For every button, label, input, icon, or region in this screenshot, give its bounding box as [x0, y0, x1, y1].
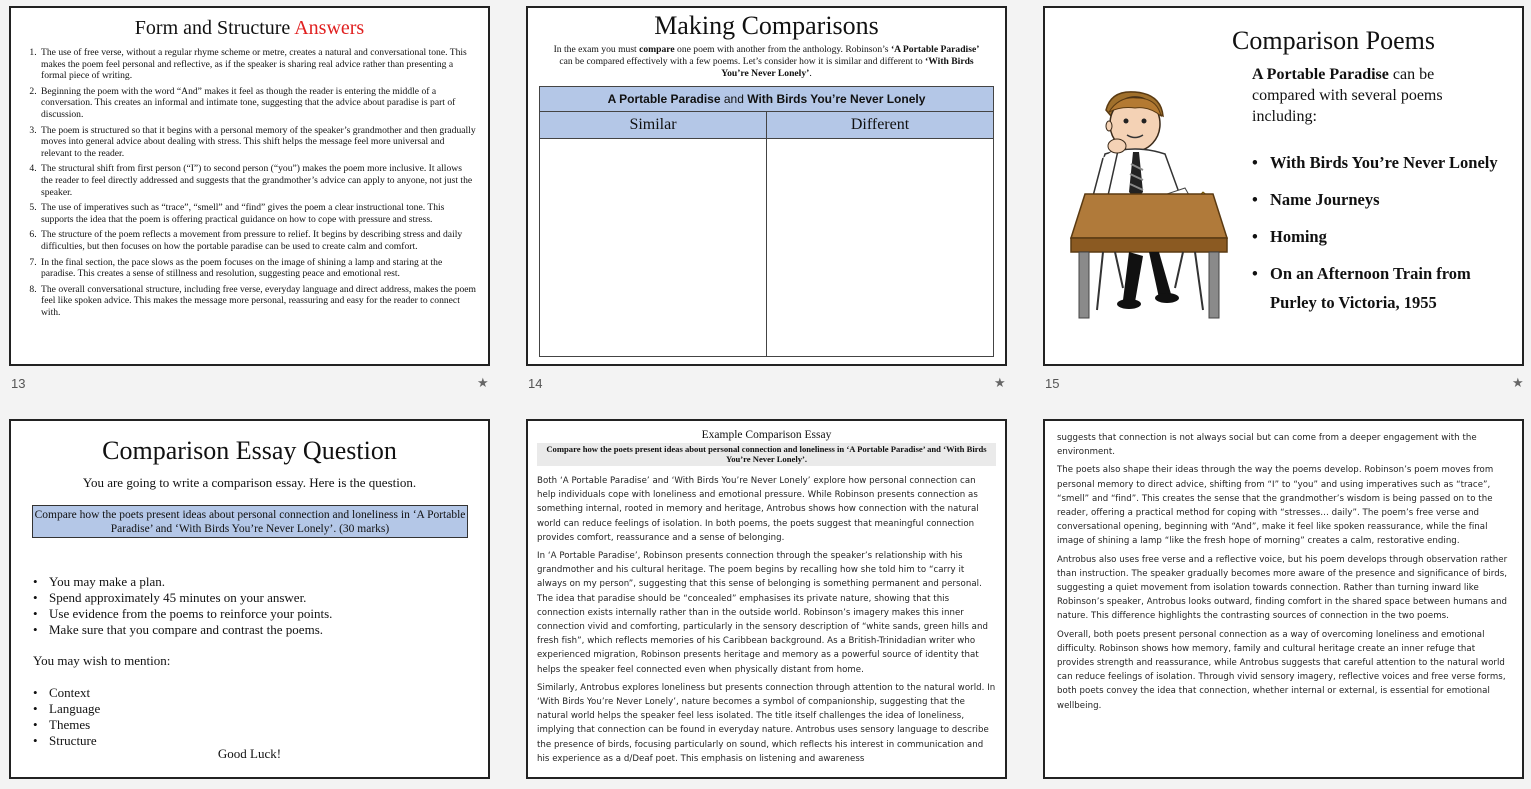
- poem-list: [1252, 148, 1517, 325]
- table-header-row: [540, 112, 993, 139]
- slide-title: [11, 17, 488, 40]
- list-item: 8. The overall conversational structure, including free verse, everyday language and direct address, makes the poem feel like spoken advice. This makes the message more personal, reassuring and easy for the reader to connect with.: [39, 284, 476, 319]
- slide-number: 15: [1045, 376, 1060, 391]
- list-item: 4. The structural shift from first person (“I”) to second person (“you”) makes the poem more inclusive. It allows the reader to feel directly addressed and suggests that the grandmother’s advice can apply to anyone, not just the speaker.: [39, 163, 476, 198]
- slide-14-thumbnail[interactable]: [526, 6, 1007, 366]
- subtitle: You are going to write a comparison essay. Here is the question.: [82, 475, 417, 490]
- essay-body: [528, 466, 1005, 766]
- slide-15-thumbnail[interactable]: [1043, 6, 1524, 366]
- list-item: • Spend approximately 45 minutes on your answer.: [33, 590, 332, 606]
- essay-paragraph: Both ‘A Portable Paradise’ and ‘With Birds You’re Never Lonely’ explore how personal connection can help individuals cope with loneliness and emotional pressure. While Robinson presents connection as something internal, rooted in memory and heritage, Antrobus shows how connection with the natural world can reduce feelings of isolation. In both poems, the poets suggest that meaningful connection provides comfort, reassurance and a sense of belonging.: [537, 476, 979, 543]
- intro-text: In the exam you must compare one poem with another from the anthology. Robinson’s ‘A Portable Paradise’ can be compared effectively with a few poems. Let’s consider how it is similar and different to ‘With Birds You’re Never Lonely’.: [553, 44, 980, 79]
- list-item: 3. The poem is structured so that it begins with a personal memory of the speaker’s grandmother and then gradually moves into general advice about dealing with stress. This shift helps the message feel more universal and relevant to the reader.: [39, 125, 476, 160]
- list-item: • Name Journeys: [1252, 185, 1517, 214]
- list-item: • Make sure that you compare and contrast the poems.: [33, 622, 332, 638]
- list-item: 7. In the final section, the pace slows as the poem focuses on the image of shining a lamp and staring at the paradise. This creates a sense of stillness and resolution, suggesting peace and emotional rest.: [39, 257, 476, 280]
- column-different: Different: [850, 116, 910, 133]
- star-icon[interactable]: ★: [994, 376, 1006, 391]
- list-item: 5. The use of imperatives such as “trace”, “smell” and “find” gives the poem a clear instructional tone. This supports the idea that the poem is offering practical guidance on how to cope with pressure and stress.: [39, 202, 476, 225]
- essay-paragraph: Antrobus also uses free verse and a reflective voice, but his poem develops through observation rather than instruction. The speaker gradually becomes more aware of the presence and significance of birds, suggesting a quiet movement from isolation towards connection. Rather than turning inward like Robinson’s speaker, Antrobus looks outward, finding comfort in the shared space between humans and nature. This difference highlights the contrasting sources of connection in the two poems.: [1057, 554, 1508, 622]
- list-item: • Use evidence from the poems to reinforce your points.: [33, 606, 332, 622]
- essay-paragraph: Similarly, Antrobus explores loneliness but presents connection through attention to the natural world. In ‘With Birds You’re Never Lonely’, nature becomes a symbol of companionship, suggesting that the natural world helps the speaker feel less isolated. The title itself challenges the idea of loneliness, implying that connection can be found in everyday nature. Antrobus uses sensory language to describe the presence of birds, focusing particularly on sound, which reflects his interest in communication and his experience as a d/Deaf poet. This emphasis on listening and awareness: [537, 682, 996, 764]
- star-icon[interactable]: ★: [477, 376, 489, 391]
- slide-16-thumbnail[interactable]: [9, 419, 490, 779]
- table-title: A Portable Paradise and With Birds You’re Never Lonely: [540, 87, 993, 112]
- slide-13-thumbnail[interactable]: [9, 6, 490, 366]
- list-item: • With Birds You’re Never Lonely: [1252, 148, 1517, 177]
- slide-title: Comparison Essay Question: [102, 436, 397, 465]
- column-similar: Similar: [540, 112, 767, 138]
- student-at-desk-icon: [1063, 88, 1233, 323]
- list-item: • Structure: [33, 733, 100, 749]
- slide-number: 14: [528, 376, 543, 391]
- sign-off: Good Luck!: [217, 746, 282, 761]
- slide-title: Making Comparisons: [654, 11, 879, 40]
- mention-list: [33, 685, 100, 749]
- slide-18-thumbnail[interactable]: [1043, 419, 1524, 779]
- question-box: Compare how the poets present ideas about personal connection and loneliness in ‘A Portable Paradise’ and ‘With Birds You’re Never Lonely’. (30 marks): [32, 505, 468, 538]
- star-icon[interactable]: ★: [1512, 376, 1524, 391]
- slide-17-thumbnail[interactable]: [526, 419, 1007, 779]
- answers-list: [11, 47, 488, 318]
- list-item: 6. The structure of the poem reflects a movement from pressure to relief. It begins by describing stress and daily difficulties, but then focuses on how the portable paradise can be used to create calm and comfort.: [39, 229, 476, 252]
- list-item: • Themes: [33, 717, 100, 733]
- essay-paragraph: The poets also shape their ideas through the way the poems develop. Robinson’s poem moves from personal memory to direct advice, shifting from “I” to “you” and using imperatives such as “trace”, “smell” and “find”. This creates the sense that the grandmother’s wisdom is being passed on to the reader, offering a practical method for coping with “stresses… daily”. The poem’s free verse and conversational opening, beginning with “And”, make it feel like spoken reassurance, while the final image of shining a lamp “like the fresh hope of morning” creates a calm, restorative ending.: [1057, 465, 1494, 547]
- slide-title: Example Comparison Essay: [701, 429, 832, 441]
- list-item: • Language: [33, 701, 100, 717]
- table-body: [540, 139, 993, 357]
- slide-number: 13: [11, 376, 26, 391]
- title-text: Form and Structure: [134, 17, 291, 39]
- essay-paragraph: suggests that connection is not always social but can come from a deeper engagement with the environment.: [1057, 433, 1477, 458]
- student-illustration: [1063, 88, 1233, 323]
- list-item: • You may make a plan.: [33, 574, 332, 590]
- comparison-table: [539, 86, 994, 357]
- different-cell: [767, 139, 993, 357]
- list-item: 2. Beginning the poem with the word “And” makes it feel as though the reader is entering the middle of a conversation. This creates an informal and intimate tone, suggesting that the advice about paradise is part of discussion.: [39, 86, 476, 121]
- list-item: • Homing: [1252, 222, 1517, 251]
- list-item: • On an Afternoon Train from Purley to Victoria, 1955: [1252, 259, 1517, 317]
- title-red-text: Answers: [294, 17, 365, 39]
- list-item: • Context: [33, 685, 100, 701]
- essay-question: Compare how the poets present ideas about personal connection and loneliness in ‘A Portable Paradise’ and ‘With Birds You’re Never Lonely’.: [537, 443, 996, 466]
- mention-label: You may wish to mention:: [33, 653, 171, 668]
- essay-paragraph: Overall, both poets present personal connection as a way of overcoming loneliness and emotional difficulty. Robinson shows how memory, family and cultural heritage create an inner refuge that provides strength and reassurance, while Antrobus suggests that careful attention to the natural world can reduce feelings of isolation. Through vivid sensory imagery, reflective voices and free verse forms, both poets convey the idea that connection, whether internal or external, is essential for emotional wellbeing.: [1057, 629, 1506, 711]
- essay-body: [1045, 421, 1522, 713]
- similar-cell: [540, 139, 767, 357]
- intro-text: A Portable Paradise can be compared with several poems including:: [1252, 66, 1443, 125]
- essay-paragraph: In ‘A Portable Paradise’, Robinson presents connection through the speaker’s relationship with his grandmother and his cultural heritage. The poem begins by recalling how she told him to “carry it always on my person”, suggesting that this sense of belonging is something permanent and personal. The idea that paradise should be “concealed” emphasises its private nature, showing that this connection exists internally rather than in the outside world. Robinson’s imagery makes this inner connection vivid and comforting, particularly in the sensory description of “white sands, green hills and fresh fish”, which reflects memories of his Caribbean background. As a British-Trinidadian writer who experienced migration, Robinson presents heritage and memory as a powerful source of identity that helps the speaker feel connected even when physically distant from home.: [537, 551, 988, 675]
- slide-title: Comparison Poems: [1232, 26, 1435, 55]
- list-item: 1. The use of free verse, without a regular rhyme scheme or metre, creates a natural and conversational tone. This makes the poem feel personal and reflective, as if the speaker is sharing real advice rather than presenting a formal piece of writing.: [39, 47, 476, 82]
- instructions-list: [33, 574, 332, 638]
